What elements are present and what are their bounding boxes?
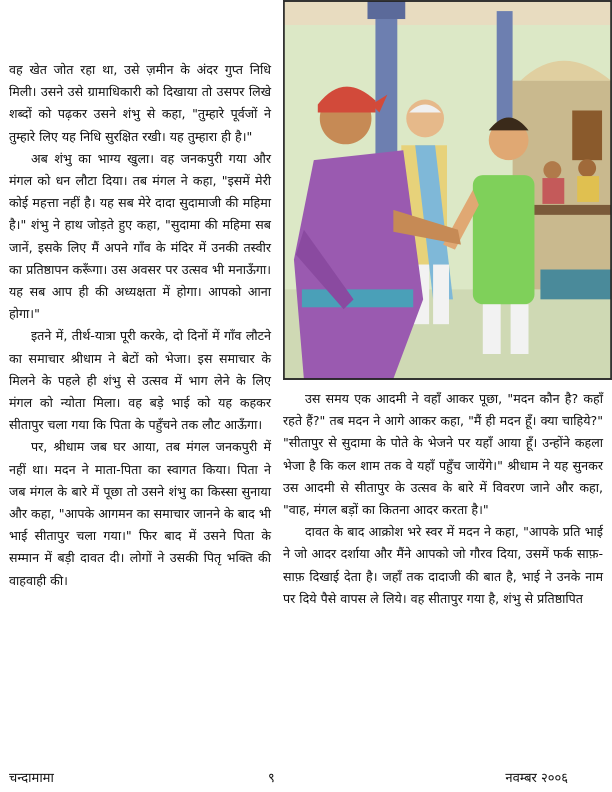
issue-date: नवम्बर २००६ bbox=[505, 771, 568, 786]
story-illustration bbox=[283, 0, 612, 380]
paragraph: अब शंभु का भाग्य खुला। वह जनकपुरी गया और मंगल को धन लौटा दिया। तब मंगल ने कहा, "इसमें मेरी कोई महत्ता नहीं है। यह सब मेरे दादा सुदामाजी की महिमा है।" शंभु ने हाथ जोड़ते हुए कहा, "सुदामा की महिमा सब जानें, इसके लिए मैं अपने गाँव के मंदिर में उनकी तस्वीर का प्रतिष्ठापन करूँगा। उस अवसर पर उत्सव भी मनाऊँगा। यह सब आप ही की अध्यक्षता में होगा। आपको आना होगा।" bbox=[9, 150, 271, 322]
illustration-drawing bbox=[284, 1, 611, 379]
left-text-column bbox=[9, 59, 271, 592]
paragraph: इतने में, तीर्थ-यात्रा पूरी करके, दो दिनों में गाँव लौटने का समाचार श्रीधाम ने बेटों को भेजा। इस समाचार के मिलने के पहले ही शंभु से उत्सव में भाग लेने के लिए मंगल को न्योता मिला। वह बड़े भाई को यह कहकर सीतापुर चला गया कि पिता के पहुँचने तक लौट आऊँगा। bbox=[9, 328, 271, 433]
right-text-column bbox=[283, 388, 603, 610]
paragraph: उस समय एक आदमी ने वहाँ आकर पूछा, "मदन कौन है? कहाँ रहते हैं?" तब मदन ने आगे आकर कहा, "मैं ही मदन हूँ। क्या चाहिये?" "सीतापुर से सुदामा के पोते के भेजने पर यहाँ आया हूँ। उन्होंने कहला भेजा है कि कल शाम तक वे यहाँ पहुँच जायेंगे।" श्रीधाम ने यह सुनकर उस आदमी से सीतापुर के उत्सव के बारे में विवरण जाने और कहा, "वाह, मंगल बड़ों का कितना आदर करता है।" bbox=[283, 391, 603, 518]
paragraph: वह खेत जोत रहा था, उसे ज़मीन के अंदर गुप्त निधि मिली। उसने उसे ग्रामाधिकारी को दिखाया तो उसपर लिखे शब्दों को पढ़कर उसने शंभु से कहा, "तुम्हारे पूर्वजों ने तुम्हारे लिए यह निधि सुरक्षित रखी। यह तुम्हारा ही है।" bbox=[9, 62, 271, 144]
magazine-name: चन्दामामा bbox=[9, 771, 54, 786]
paragraph: दावत के बाद आक्रोश भरे स्वर में मदन ने कहा, "आपके प्रति भाई ने जो आदर दर्शाया और मैंने आपको जो गौरव दिया, उसमें फर्क साफ़-साफ़ दिखाई देता है। जहाँ तक दादाजी की बात है, भाई ने उनके नाम पर दिये पैसे वापस ले लिये। वह सीतापुर गया है, शंभु से प्रतिष्ठापित bbox=[283, 524, 603, 606]
page-number: ९ bbox=[268, 771, 275, 786]
paragraph: पर, श्रीधाम जब घर आया, तब मंगल जनकपुरी में नहीं था। मदन ने माता-पिता का स्वागत किया। पिता ने जब मंगल के बारे में पूछा तो उसने शंभु का किस्सा सुनाया और कहा, "आपके आगमन का समाचार जानने के बाद भी भाई सीतापुर चला गया।" फिर बाद में उसने पिता के सम्मान में बड़ी दावत दी। लोगों ने उसकी पितृ भक्ति की वाहवाही की। bbox=[9, 439, 271, 588]
page-footer bbox=[0, 768, 612, 792]
